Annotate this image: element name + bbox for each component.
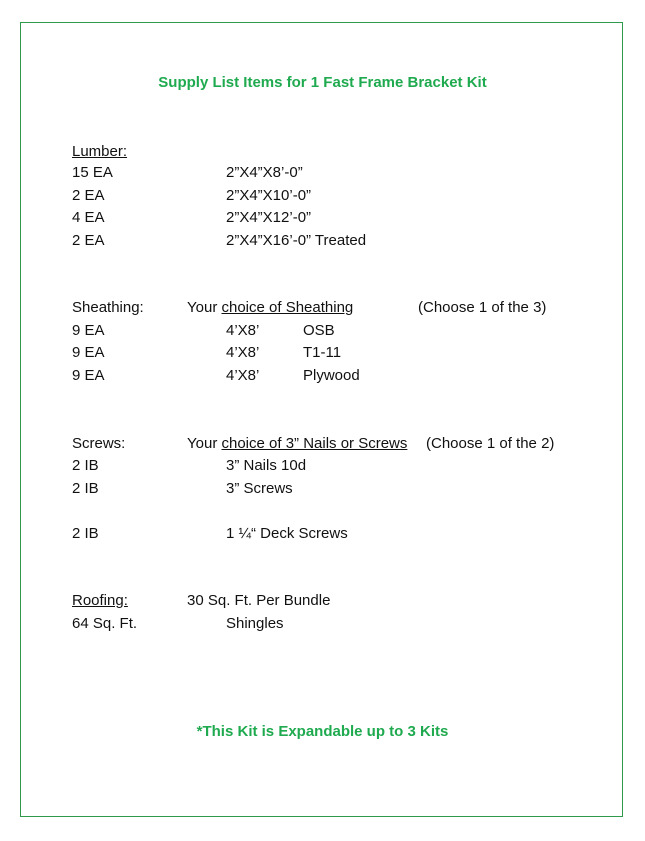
sheathing-size: 4’X8’ <box>226 322 260 339</box>
screws-choice-text: choice of 3” Nails or Screws <box>221 435 408 452</box>
sheathing-choice-prefix: Your <box>187 299 222 316</box>
lumber-qty: 15 EA <box>72 164 113 181</box>
screws-qty: 2 IB <box>72 525 99 542</box>
expandable-note: *This Kit is Expandable up to 3 Kits <box>196 723 449 740</box>
screws-choice <box>187 435 407 453</box>
screws-qty: 2 IB <box>72 480 99 497</box>
screws-heading: Screws: <box>72 435 126 452</box>
roofing-item: Shingles <box>226 615 284 632</box>
sheathing-type: Plywood <box>303 367 360 384</box>
screws-note: (Choose 1 of the 2) <box>426 435 555 452</box>
roofing-note: 30 Sq. Ft. Per Bundle <box>187 592 331 609</box>
sheathing-heading: Sheathing: <box>72 299 144 316</box>
page-border <box>20 22 623 817</box>
screws-item: 3” Screws <box>226 480 293 497</box>
lumber-item: 2”X4”X16’-0” Treated <box>226 232 367 249</box>
document-title: Supply List Items for 1 Fast Frame Bracket Kit <box>158 74 487 91</box>
roofing-heading: Roofing: <box>72 592 128 609</box>
sheathing-qty: 9 EA <box>72 367 105 384</box>
sheathing-qty: 9 EA <box>72 322 105 339</box>
sheathing-choice <box>187 299 353 317</box>
screws-item: 3” Nails 10d <box>226 457 307 474</box>
screws-item: 1 ¼“ Deck Screws <box>226 525 348 542</box>
sheathing-type: OSB <box>303 322 335 339</box>
lumber-qty: 2 EA <box>72 232 105 249</box>
sheathing-qty: 9 EA <box>72 344 105 361</box>
lumber-item: 2”X4”X8’-0” <box>226 164 303 181</box>
sheathing-choice-text: choice of Sheathing <box>221 299 354 316</box>
sheathing-size: 4’X8’ <box>226 344 260 361</box>
sheathing-size: 4’X8’ <box>226 367 260 384</box>
screws-qty: 2 IB <box>72 457 99 474</box>
sheathing-type: T1-11 <box>303 344 342 361</box>
roofing-qty: 64 Sq. Ft. <box>72 615 138 632</box>
lumber-heading: Lumber: <box>72 143 128 160</box>
lumber-item: 2”X4”X10’-0” <box>226 187 312 204</box>
sheathing-note: (Choose 1 of the 3) <box>418 299 547 316</box>
screws-choice-prefix: Your <box>187 435 222 452</box>
lumber-qty: 4 EA <box>72 209 105 226</box>
lumber-item: 2”X4”X12’-0” <box>226 209 312 226</box>
lumber-qty: 2 EA <box>72 187 105 204</box>
